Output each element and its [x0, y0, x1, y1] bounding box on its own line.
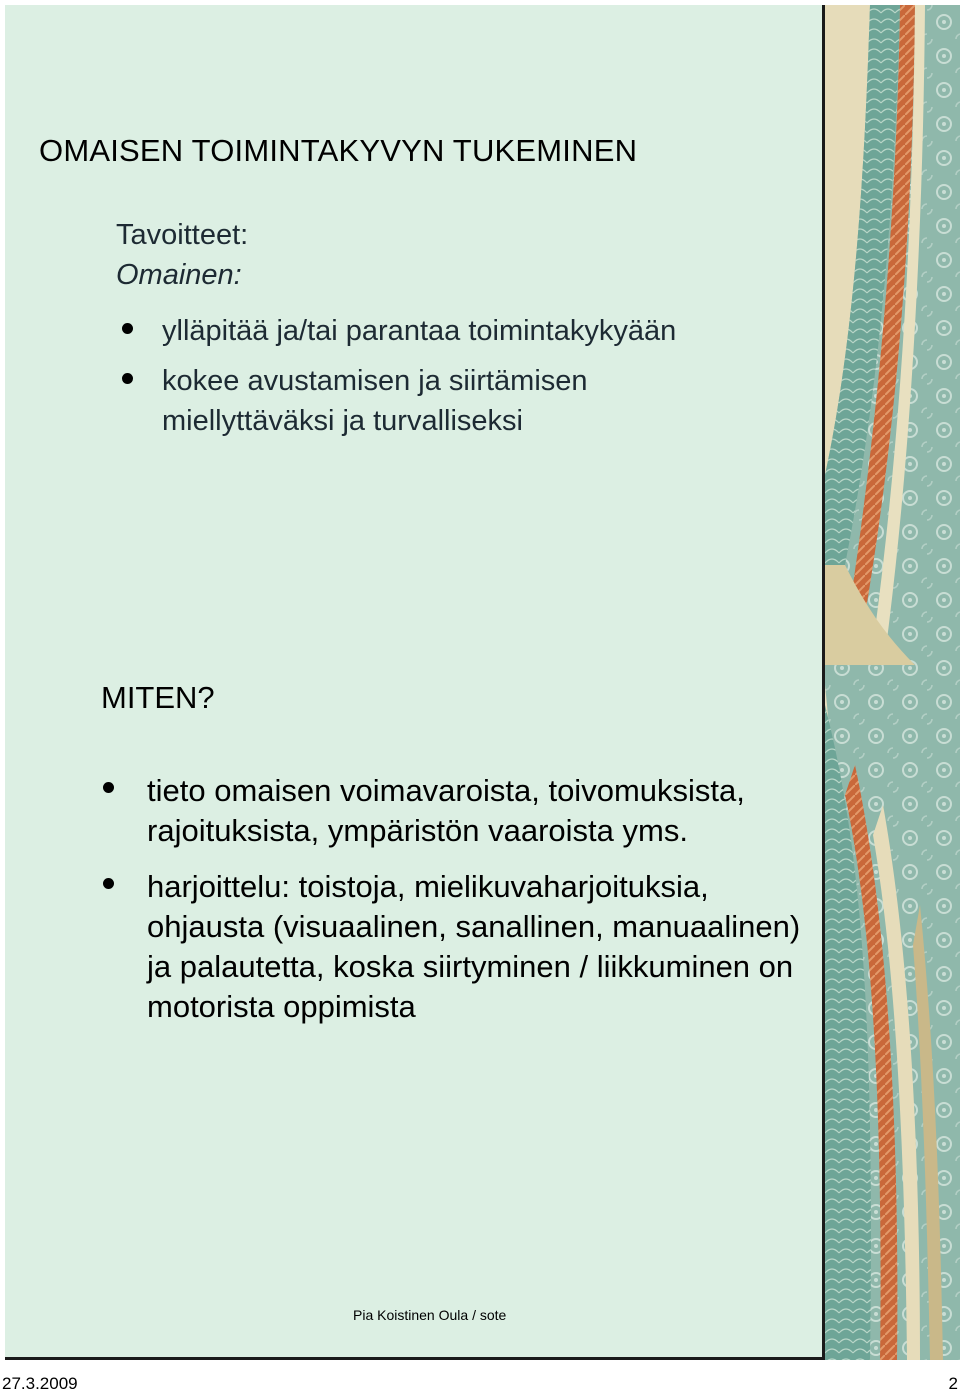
footer-date: 27.3.2009 [2, 1374, 78, 1393]
slide-panel [5, 5, 825, 1360]
goal-item: ylläpitää ja/tai parantaa toimintakykyään [116, 311, 716, 351]
goal-item: kokee avustamisen ja siirtämisen miellyttäväksi ja turvalliseksi [116, 361, 716, 441]
goals-subheading: Omainen: [116, 259, 242, 291]
decorative-pattern-image [825, 5, 960, 1360]
decorative-pattern-strip [825, 5, 960, 1360]
how-item: tieto omaisen voimavaroista, toivomuksista, rajoituksista, ympäristön vaaroista yms. [101, 771, 801, 851]
how-heading: MITEN? [101, 680, 215, 715]
author-credit: Pia Koistinen Oula / sote [353, 1307, 507, 1323]
slide-title: OMAISEN TOIMINTAKYVYN TUKEMINEN [39, 133, 638, 168]
footer-page-number: 2 [948, 1374, 958, 1393]
goals-heading: Tavoitteet: [116, 219, 249, 251]
how-list [101, 771, 801, 1043]
how-item: harjoittelu: toistoja, mielikuvaharjoituksia, ohjausta (visuaalinen, sanallinen, manuaalinen) ja palautetta, koska siirtyminen / liikkuminen on motorista oppimista [101, 867, 801, 1027]
goals-list [116, 311, 716, 451]
